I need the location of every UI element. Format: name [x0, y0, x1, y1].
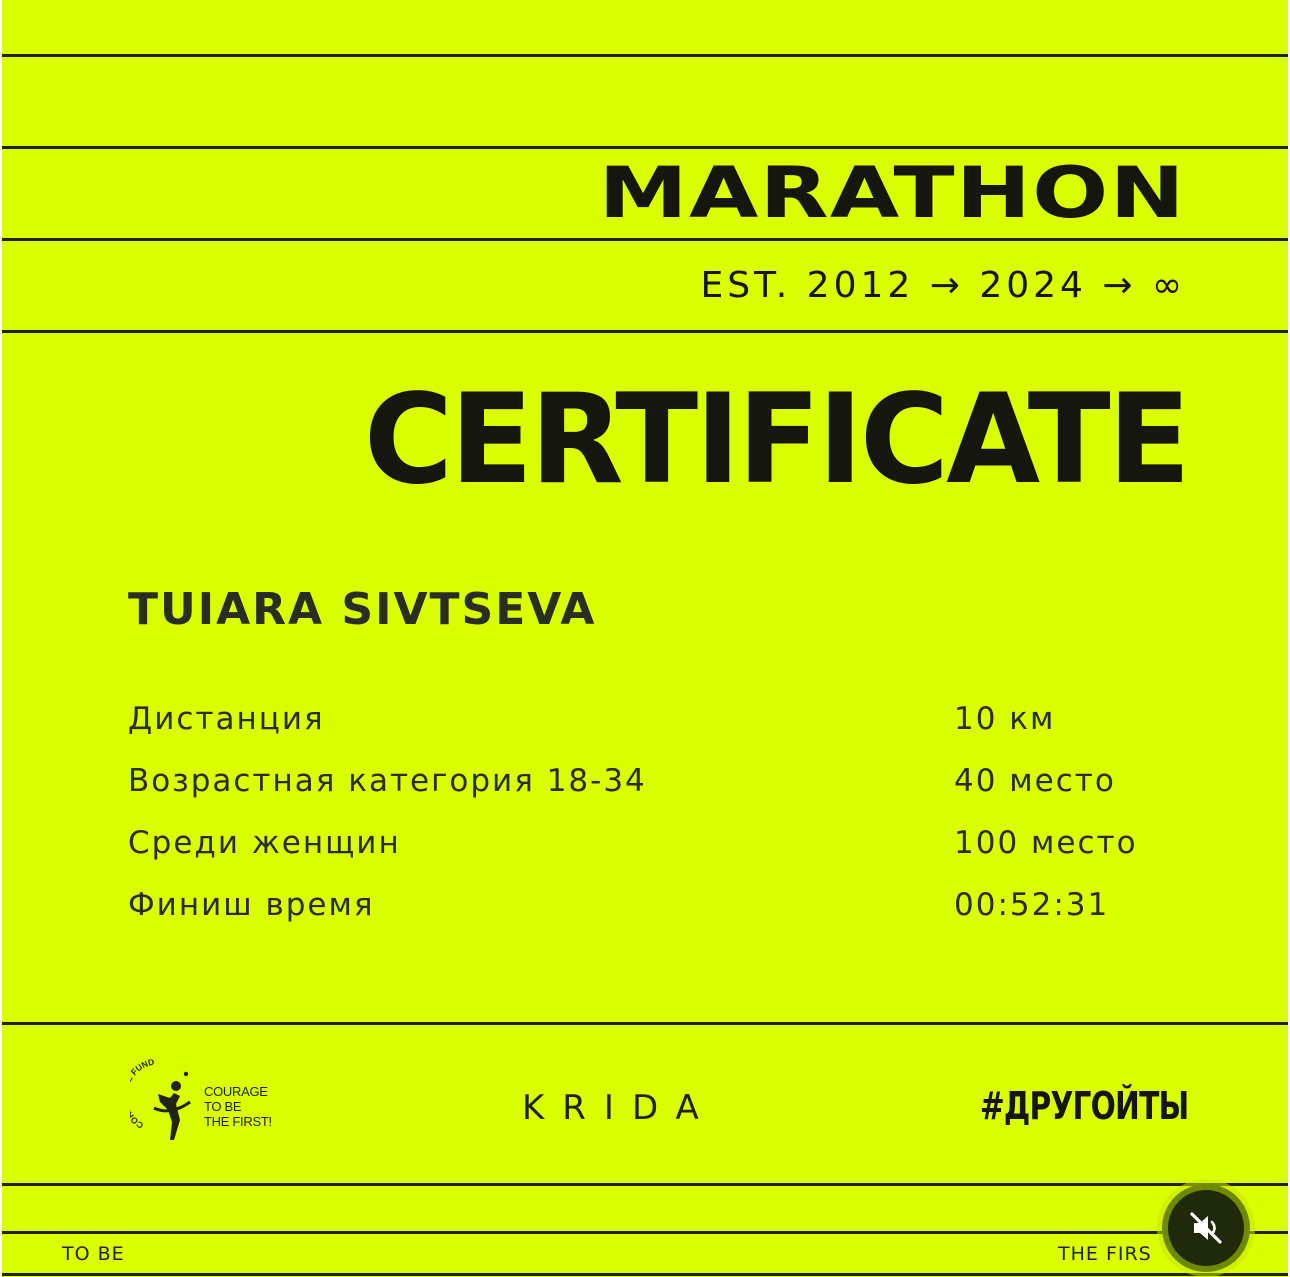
- stat-label: Среди женщин: [128, 825, 401, 861]
- mute-button-face[interactable]: [1168, 1190, 1244, 1266]
- footer-left-text: TO BE: [62, 1243, 125, 1265]
- stat-row-age-category: [2, 763, 1288, 806]
- divider-line: [2, 1273, 1288, 1276]
- corporate-fund-logo: [130, 1058, 280, 1148]
- fund-slogan-line: THE FIRST!: [204, 1114, 272, 1129]
- fund-slogan: [204, 1084, 284, 1129]
- certificate-heading: CERTIFICATE: [364, 368, 1188, 512]
- divider-line: [2, 146, 1288, 149]
- stat-label: Возрастная категория 18-34: [128, 763, 647, 799]
- certificate-card: [2, 0, 1288, 1277]
- event-title: MARATHON: [598, 152, 1186, 234]
- fund-slogan-line: COURAGE: [204, 1084, 268, 1099]
- divider-line: [2, 238, 1288, 241]
- hashtag: #ДРУГОЙТЫ: [979, 1084, 1188, 1128]
- divider-line: [2, 1183, 1288, 1186]
- fund-slogan-line: TO BE: [204, 1099, 242, 1114]
- svg-text:CORPORATE FUND: [130, 1058, 155, 1131]
- mute-toggle-button[interactable]: [1162, 1184, 1250, 1272]
- krida-logo: KRIDA: [522, 1088, 717, 1128]
- fund-arc-text: C UND: [133, 1058, 156, 1131]
- stat-row-women: [2, 825, 1288, 868]
- fund-runner-icon: [130, 1058, 202, 1148]
- stat-value: 100 место: [954, 825, 1138, 861]
- footer-right-text: THE FIRS: [1058, 1243, 1152, 1265]
- participant-name: TUIARA SIVTSEVA: [128, 584, 597, 635]
- divider-line: [2, 54, 1288, 57]
- stat-label: Финиш время: [128, 887, 375, 923]
- divider-line: [2, 330, 1288, 333]
- stat-value: 00:52:31: [954, 887, 1110, 923]
- divider-line: [2, 1022, 1288, 1025]
- speaker-muted-icon: [1186, 1208, 1226, 1248]
- stat-value: 10 км: [954, 701, 1056, 737]
- stat-label: Дистанция: [128, 701, 325, 737]
- stat-row-distance: [2, 701, 1288, 744]
- divider-line: [2, 1231, 1288, 1234]
- stat-row-finish-time: [2, 887, 1288, 930]
- established-line: EST. 2012 → 2024 → ∞: [700, 265, 1186, 306]
- stat-value: 40 место: [954, 763, 1116, 799]
